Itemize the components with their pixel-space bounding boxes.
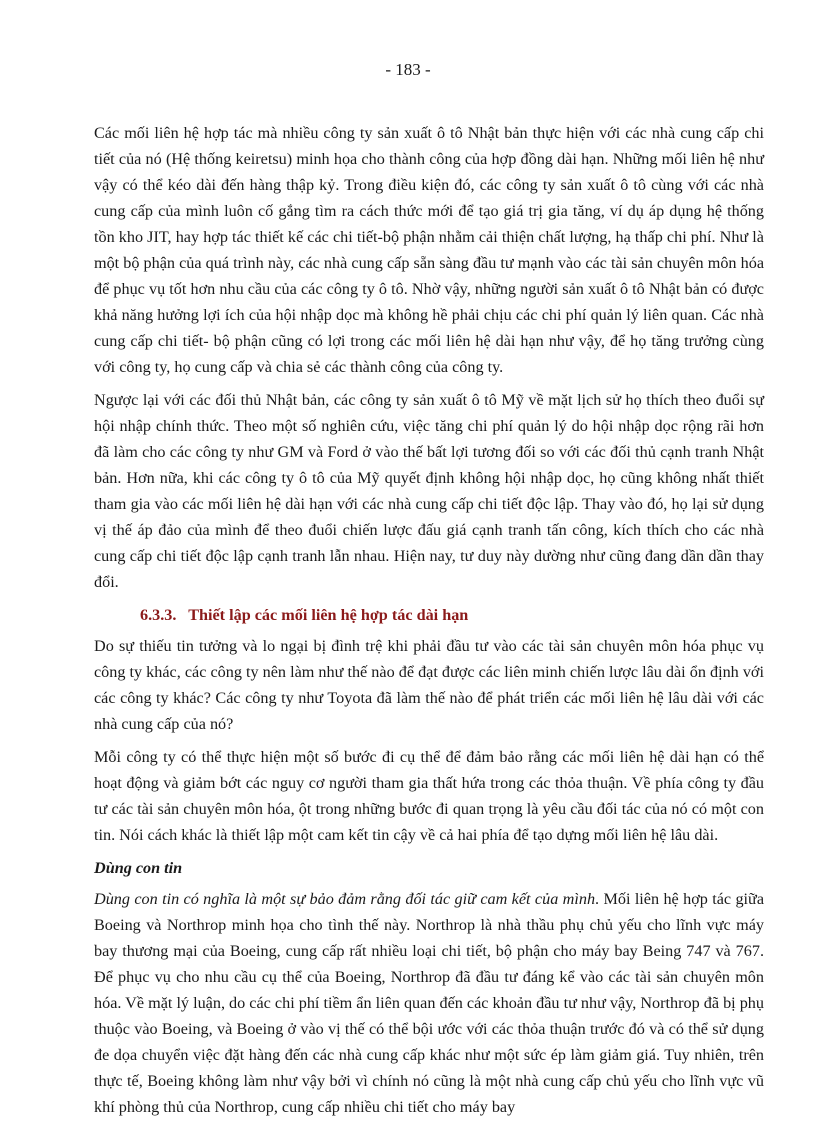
document-body	[94, 120, 764, 1127]
paragraph-boeing-northrop-text: . Mối liên hệ hợp tác giữa Boeing và Northrop minh họa cho tình thế này. Northrop là nhà thầu phụ chủ yếu cho lĩnh vực máy bay thương mại của Boeing, cung cấp rất nhiều loại chi tiết, bộ phận cho máy bay Being 747 và 767. Để phục vụ cho nhu cầu cụ thể của Boeing, Northrop đã đầu tư đáng kể vào các tài sản chuyên môn hóa. Về mặt lý luận, do các chi phí tiềm ẩn liên quan đến các khoản đầu tư như vậy, Northrop đã bị phụ thuộc vào Boeing, và Boeing ở vào vị thế có thể bội ước với các thỏa thuận trước đó và có thể sử dụng đe dọa chuyển việc đặt hàng đến các nhà cung cấp khác như một sức ép làm giảm giá. Tuy nhiên, trên thực tế, Boeing không làm như vậy bởi vì chính nó cũng là một nhà cung cấp chủ yếu cho lĩnh vực vũ khí phòng thủ của Northrop, cung cấp nhiều chi tiết cho máy bay	[94, 890, 764, 1116]
page-number: - 183 -	[385, 60, 431, 79]
paragraph-question: Do sự thiếu tin tưởng và lo ngại bị đình trệ khi phải đầu tư vào các tài sản chuyên môn hóa phục vụ công ty khác, các công ty nên làm như thế nào để đạt được các liên minh chiến lược lâu dài ổn định với các công ty khác? Các công ty như Toyota đã làm thế nào để phát triển các mối liên hệ lâu dài với các nhà cung cấp của nó?	[94, 637, 764, 733]
paragraph-keiretsu: Các mối liên hệ hợp tác mà nhiều công ty sản xuất ô tô Nhật bản thực hiện với các nhà cung cấp chi tiết của nó (Hệ thống keiretsu) minh họa cho thành công của hợp đồng dài hạn. Những mối liên hệ như vậy có thể kéo dài đến hàng thập kỷ. Trong điều kiện đó, các công ty sản xuất ô tô cùng với các nhà cung cấp của mình luôn cố gắng tìm ra cách thức mới để tạo giá trị gia tăng, ví dụ áp dụng hệ thống tồn kho JIT, hay hợp tác thiết kế các chi tiết-bộ phận nhằm cải thiện chất lượng, hạ thấp chi phí. Như là một bộ phận của quá trình này, các nhà cung cấp sẵn sàng đầu tư mạnh vào các tài sản chuyên môn hóa để phục vụ tốt hơn nhu cầu của các công ty ô tô. Nhờ vậy, những người sản xuất ô tô Nhật bản có được khả năng hưởng lợi ích của hội nhập dọc mà không hề phải chịu các chi phí quản lý liên quan. Các nhà cung cấp chi tiết- bộ phận cũng có lợi trong các mối liên hệ dài hạn như vậy, để họ tăng trưởng cùng với công ty, họ cung cấp và chia sẻ các thành công của công ty.	[94, 124, 764, 376]
paragraph-boeing-northrop	[94, 886, 764, 1120]
section-heading	[140, 602, 764, 628]
paragraph-steps: Mỗi công ty có thể thực hiện một số bước đi cụ thể để đảm bảo rằng các mối liên hệ dài hạn có thể hoạt động và giảm bớt các nguy cơ người tham gia thất hứa trong các thỏa thuận. Về phía công ty đầu tư các tài sản chuyên môn hóa, ột trong những bước đi quan trọng là yêu cầu đối tác của nó có một con tin. Nói cách khác là thiết lập một cam kết tin cậy về cả hai phía để tạo dựng mối liên hệ lâu dài.	[94, 748, 764, 844]
section-number: 6.3.3.	[140, 606, 177, 624]
paragraph-us-automakers: Ngược lại với các đối thủ Nhật bản, các công ty sản xuất ô tô Mỹ về mặt lịch sử họ thích theo đuổi sự hội nhập chính thức. Theo một số nghiên cứu, việc tăng chi phí quản lý do hội nhập dọc rộng rãi hơn đã làm cho các công ty như GM và Ford ở vào thế bất lợi tương đối so với các đối thủ cạnh tranh Nhật bản. Hơn nữa, khi các công ty ô tô của Mỹ quyết định không hội nhập dọc, họ cũng không nhất thiết tham gia vào các mối liên hệ dài hạn với các nhà cung cấp chi tiết độc lập. Thay vào đó, họ lại sử dụng vị thế áp đảo của mình để theo đuổi chiến lược đấu giá cạnh tranh tấn công, kích thích cho các nhà cung cấp chi tiết độc lập cạnh tranh lẫn nhau. Hiện nay, tư duy này dường như cũng đang dần dần thay đổi.	[94, 391, 764, 591]
paragraph-boeing-northrop-italic: Dùng con tin có nghĩa là một sự bảo đảm rằng đối tác giữ cam kết của mình	[94, 890, 596, 908]
section-title: Thiết lập các mối liên hệ hợp tác dài hạn	[188, 606, 469, 624]
subheading-hostage: Dùng con tin	[94, 859, 183, 877]
